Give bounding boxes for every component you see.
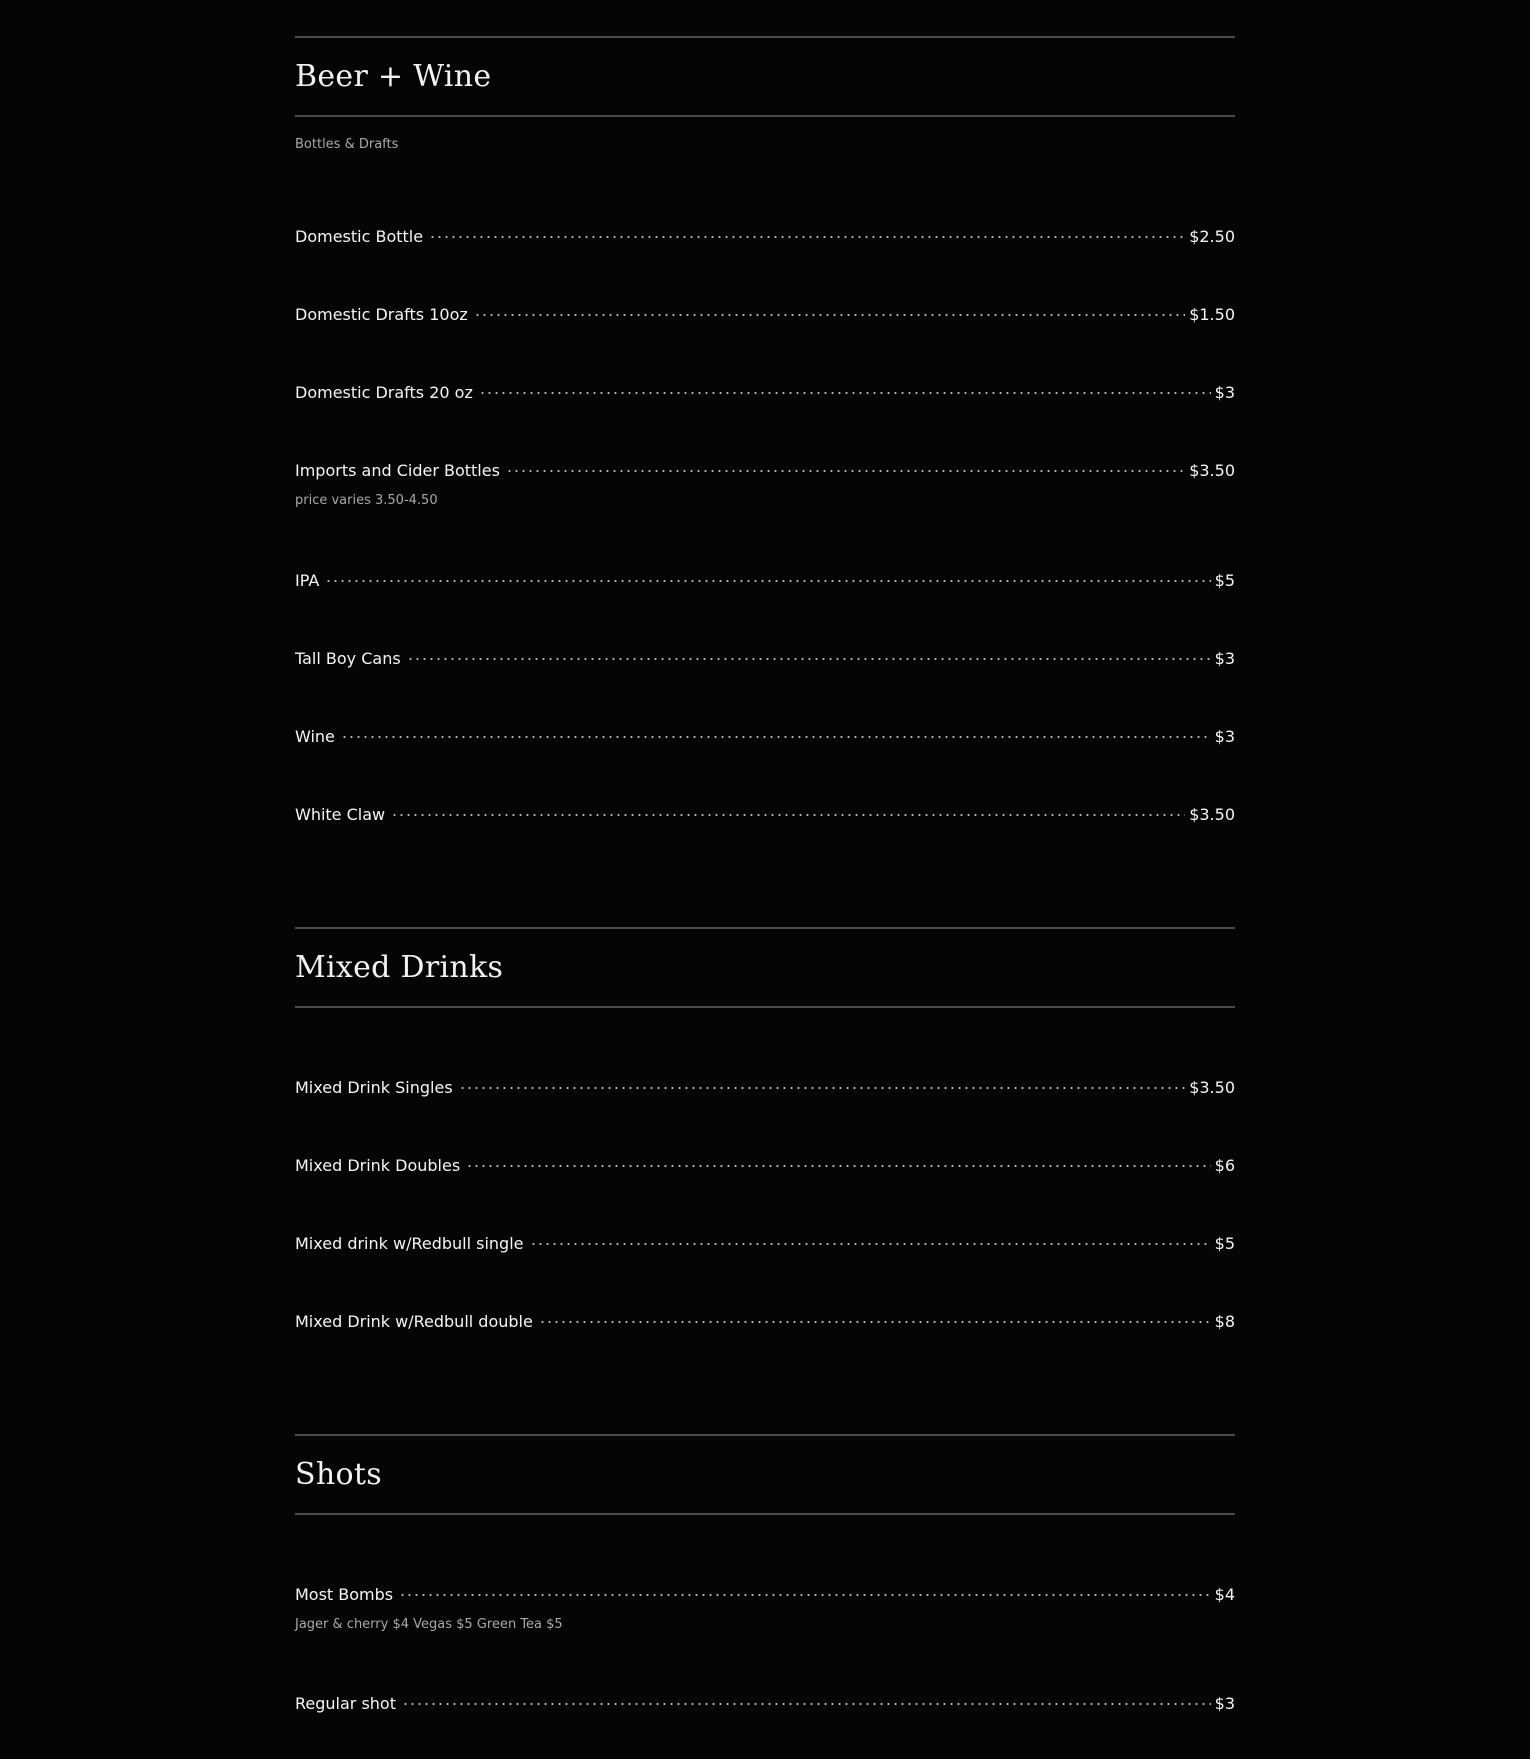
item-name: Tall Boy Cans <box>295 649 401 668</box>
dot-leader <box>474 314 1185 316</box>
item-name: Mixed Drink Doubles <box>295 1156 461 1175</box>
menu-item <box>295 804 1235 826</box>
menu-item <box>295 304 1235 326</box>
item-name: Most Bombs <box>295 1585 394 1604</box>
dot-leader <box>325 580 1210 582</box>
item-name: White Claw <box>295 805 386 824</box>
section-title: Shots <box>295 1457 382 1492</box>
item-price: $3.50 <box>1189 805 1235 824</box>
dot-leader <box>402 1703 1211 1705</box>
menu-item <box>295 570 1235 592</box>
item-price: $3 <box>1214 383 1235 402</box>
item-name: IPA <box>295 571 320 590</box>
item-price: $1.50 <box>1189 305 1235 324</box>
menu-item <box>295 460 1235 510</box>
item-name: Domestic Drafts 10oz <box>295 305 468 324</box>
section-subtitle: Bottles & Drafts <box>295 137 399 152</box>
dot-leader <box>479 392 1211 394</box>
item-price: $3.50 <box>1189 461 1235 480</box>
item-price: $3 <box>1214 649 1235 668</box>
menu-item <box>295 1311 1235 1333</box>
menu-item <box>295 648 1235 670</box>
item-price: $5 <box>1214 1234 1235 1253</box>
item-name: Mixed Drink Singles <box>295 1078 453 1097</box>
menu-item <box>295 382 1235 404</box>
section-title: Mixed Drinks <box>295 950 504 985</box>
dot-leader <box>539 1321 1211 1323</box>
dot-leader <box>429 236 1185 238</box>
item-note: price varies 3.50-4.50 <box>295 493 438 508</box>
section-bottom-rule <box>295 115 1235 117</box>
dot-leader <box>341 736 1211 738</box>
dot-leader <box>391 814 1185 816</box>
item-price: $5 <box>1214 571 1235 590</box>
menu-item <box>295 1584 1235 1634</box>
dot-leader <box>407 658 1211 660</box>
item-price: $3 <box>1214 1694 1235 1713</box>
dot-leader <box>530 1243 1211 1245</box>
section-beer-wine <box>295 36 1235 155</box>
item-name: Domestic Bottle <box>295 227 424 246</box>
item-name: Mixed Drink w/Redbull double <box>295 1312 533 1331</box>
section-bottom-rule <box>295 1513 1235 1515</box>
dot-leader <box>506 470 1185 472</box>
item-name: Imports and Cider Bottles <box>295 461 500 480</box>
menu-item <box>295 1233 1235 1255</box>
item-name: Regular shot <box>295 1694 396 1713</box>
menu-item <box>295 226 1235 248</box>
section-shots <box>295 1434 1235 1515</box>
item-price: $6 <box>1214 1156 1235 1175</box>
menu-item <box>295 726 1235 748</box>
item-note: Jager & cherry $4 Vegas $5 Green Tea $5 <box>295 1617 563 1632</box>
section-title: Beer + Wine <box>295 59 492 94</box>
item-price: $3 <box>1214 727 1235 746</box>
section-mixed-drinks <box>295 927 1235 1008</box>
section-bottom-rule <box>295 1006 1235 1008</box>
item-price: $2.50 <box>1189 227 1235 246</box>
dot-leader <box>399 1594 1211 1596</box>
menu-item <box>295 1693 1235 1715</box>
dot-leader <box>466 1165 1210 1167</box>
item-name: Domestic Drafts 20 oz <box>295 383 473 402</box>
dot-leader <box>459 1087 1186 1089</box>
item-price: $4 <box>1214 1585 1235 1604</box>
item-price: $8 <box>1214 1312 1235 1331</box>
item-name: Wine <box>295 727 335 746</box>
item-price: $3.50 <box>1189 1078 1235 1097</box>
item-name: Mixed drink w/Redbull single <box>295 1234 524 1253</box>
menu-item <box>295 1077 1235 1099</box>
menu-item <box>295 1155 1235 1177</box>
